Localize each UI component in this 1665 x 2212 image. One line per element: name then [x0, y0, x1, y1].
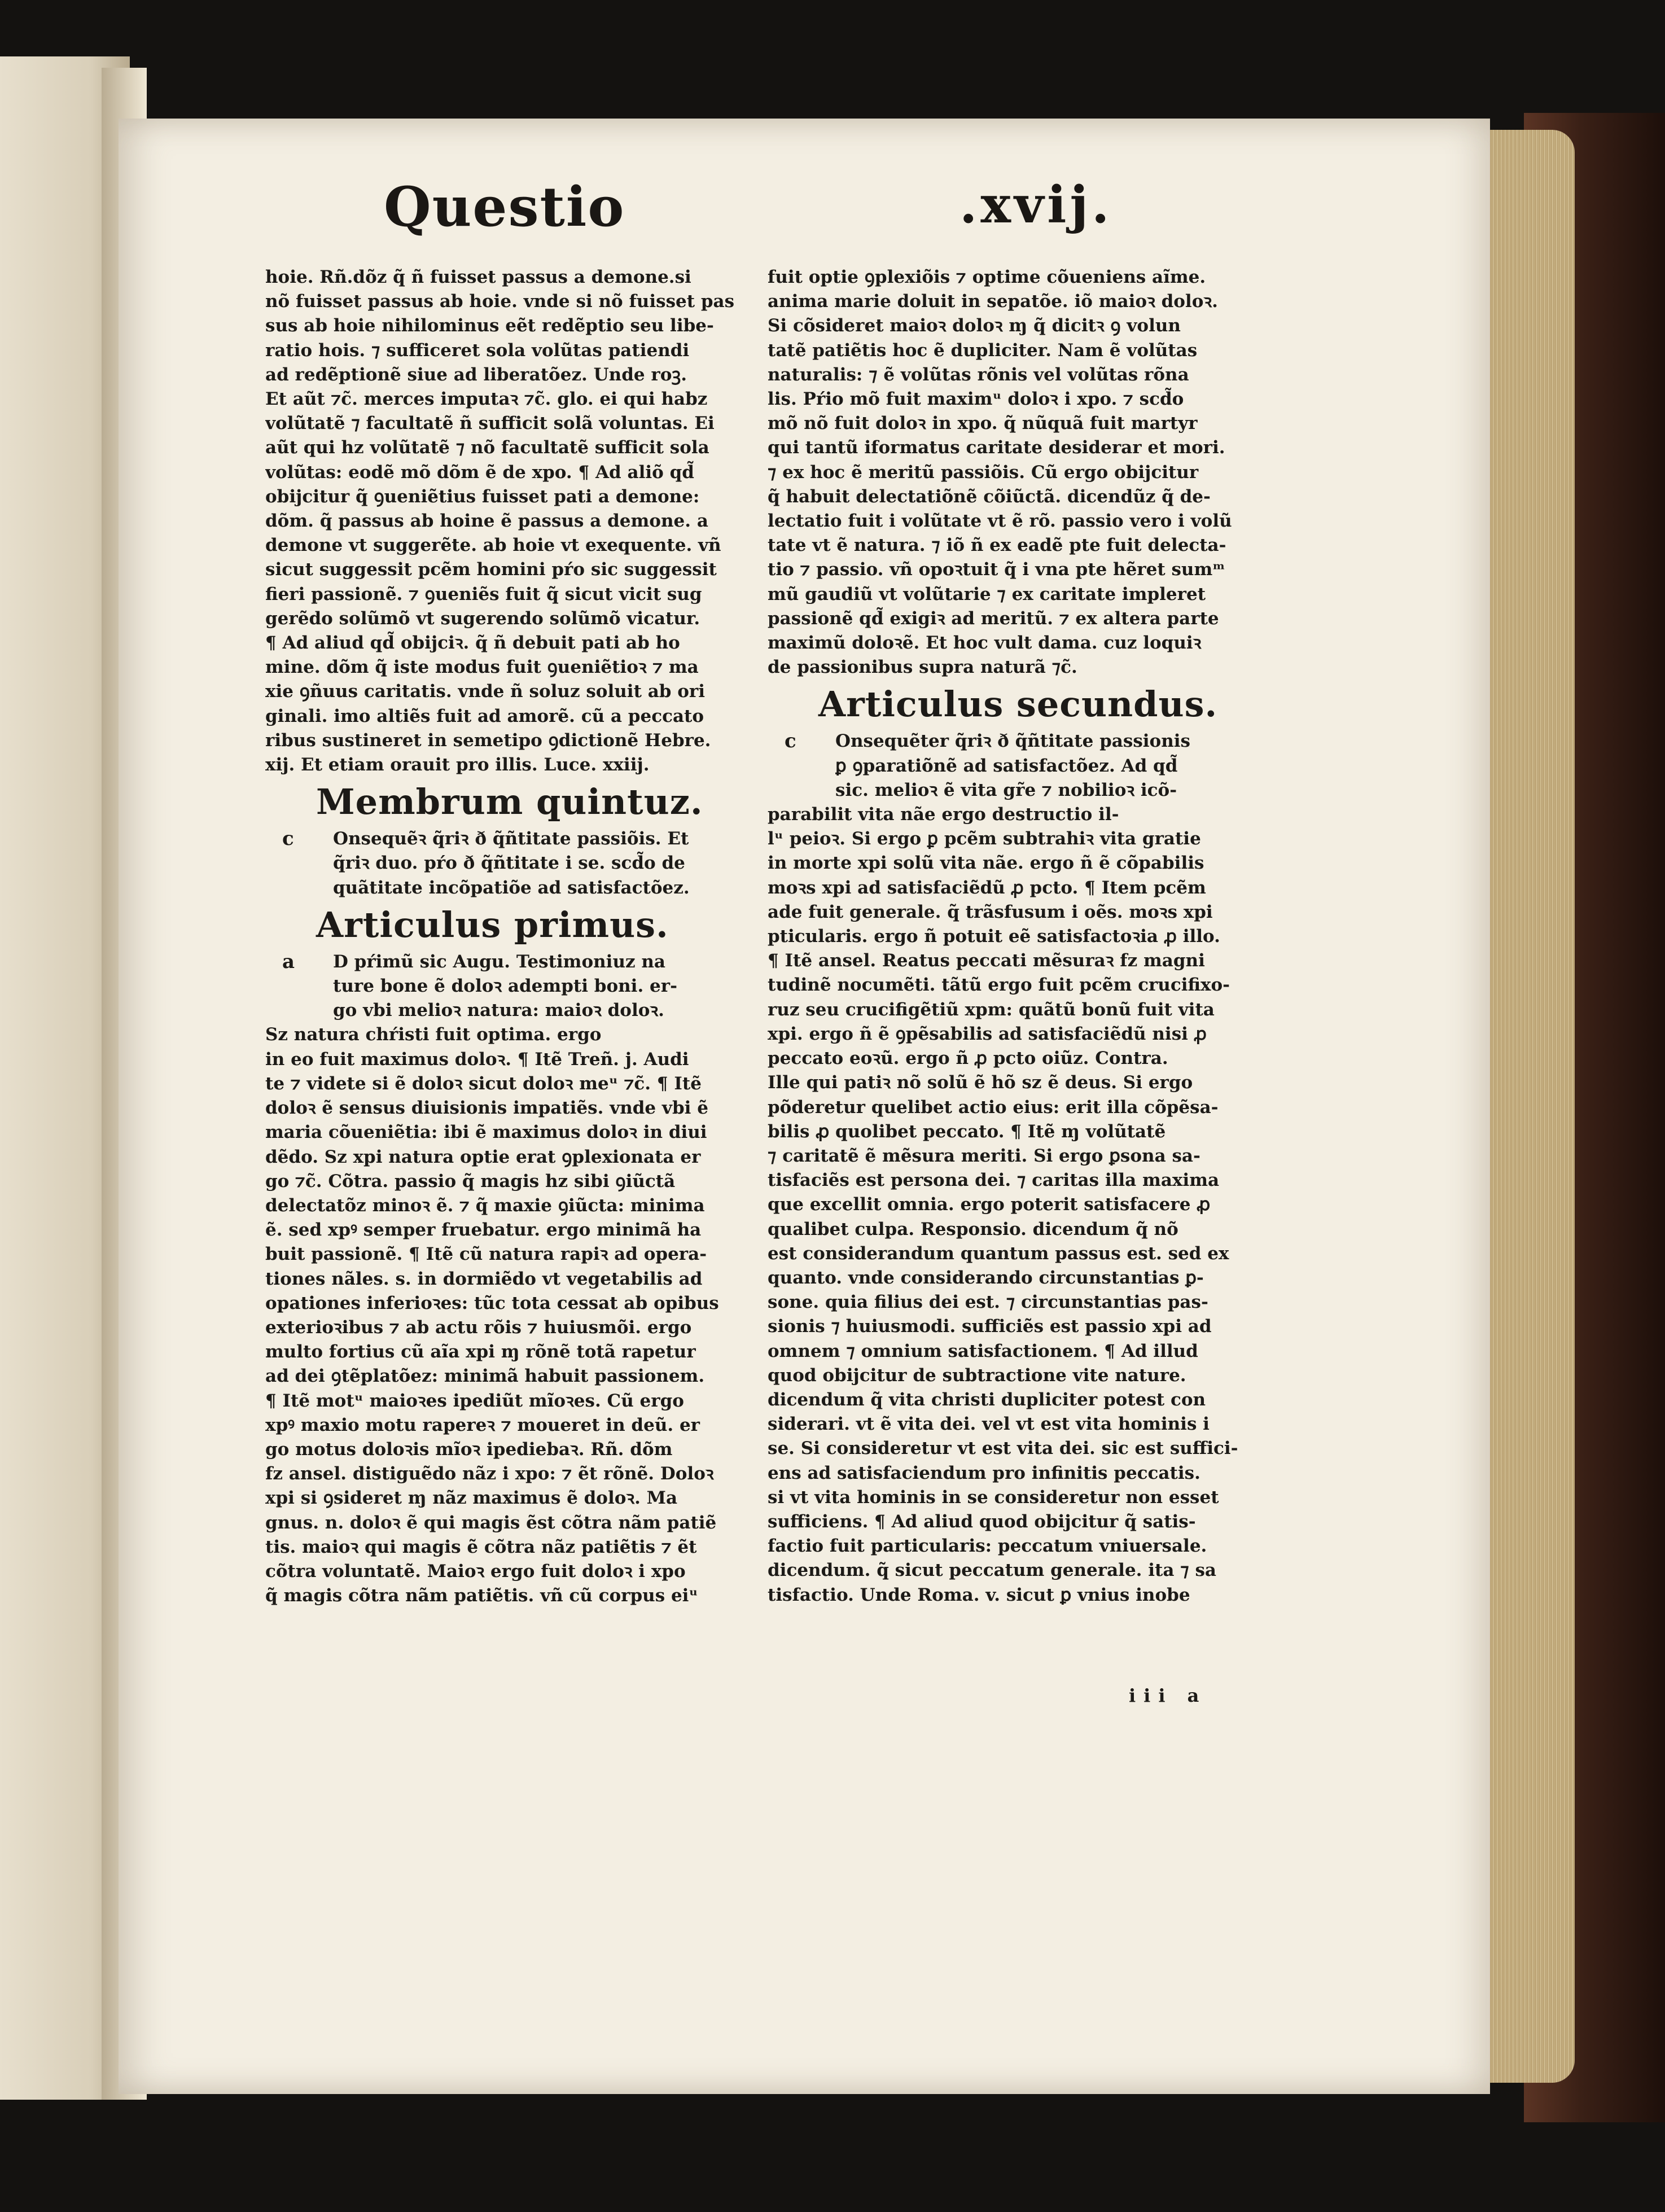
text-line: qui tantũ iformatus caritate desiderar et mori. [768, 437, 1225, 458]
text-line: maria cõueniẽtia: ibi ẽ maximus doloꝛ in diui [265, 1122, 707, 1143]
text-line: aũt qui hz volũtatẽ ⁊ nõ facultatẽ sufficit sola [265, 437, 709, 458]
text-line: Sz natura chŕisti fuit optima. ergo [265, 1024, 602, 1045]
text-line: ribus sustineret in semetipo ꝯdictionẽ Hebre. [265, 730, 711, 751]
text-line: naturalis: ⁊ ẽ volũtas rõnis vel volũtas rõna [768, 364, 1189, 385]
text-line: volũtas: eodẽ mõ dõm ẽ de xpo. ¶ Ad aliõ qd̃ [265, 462, 694, 483]
membrum-lines [333, 827, 690, 900]
text-line: Et aũt ⁊c̃. merces imputaꝛ ⁊c̃. glo. ei qui habz [265, 389, 708, 410]
text-line: xpi. ergo ñ ẽ ꝯpẽsabilis ad satisfaciẽdũ nisi ꝓ [768, 1023, 1207, 1044]
text-line: ens ad satisfaciendum pro infinitis peccatis. [768, 1462, 1200, 1483]
text-line: obijcitur q̃ ꝯueniẽtius fuisset pati a demone: [265, 486, 700, 507]
text-line: sic. melioꝛ ẽ vita gr̃e ⁊ nobilioꝛ icõ- [835, 779, 1177, 800]
text-line: anima marie doluit in sepatõe. iõ maioꝛ doloꝛ. [768, 291, 1218, 312]
left-column-body-a [265, 265, 739, 777]
text-line: go ⁊c̃. Cõtra. passio q̃ magis hz sibi ꝯiũctã [265, 1171, 676, 1192]
articulus-secundus-initial-guide: c [785, 730, 796, 753]
articulus-primus-intro [333, 950, 677, 1023]
text-line: lis. Pŕio mõ fuit maximᵘ doloꝛ i xpo. ⁊ scd̃o [768, 389, 1184, 410]
text-line: sus ab hoie nihilominus eẽt redẽptio seu libe- [265, 316, 714, 336]
text-line: ad dei ꝯtẽplatõez: minimã habuit passionem. [265, 1366, 705, 1387]
text-line: doloꝛ ẽ sensus diuisionis impatiẽs. vnde vbi ẽ [265, 1098, 708, 1119]
text-line: ⁊ caritatẽ ẽ mẽsura meriti. Si ergo ꝑsona sa- [768, 1145, 1200, 1166]
text-line: delectatõz minoꝛ ẽ. ⁊ q̃ maxie ꝯiũcta: minima [265, 1195, 705, 1216]
running-head-title: Questio [384, 175, 625, 239]
text-line: ⁊ ex hoc ẽ meritũ passiõis. Cũ ergo obijcitur [768, 462, 1199, 483]
left-column-body-b [265, 1023, 739, 1608]
text-line: pticularis. ergo ñ potuit eẽ satisfactoꝛia ꝓ illo. [768, 926, 1220, 947]
text-line: in eo fuit maximus doloꝛ. ¶ Itẽ Treñ. j. Audi [265, 1049, 689, 1070]
text-line: in morte xpi solũ vita nãe. ergo ñ ẽ cõpabilis [768, 853, 1204, 874]
text-line: que excellit omnia. ergo poterit satisfacere ꝓ [768, 1194, 1211, 1215]
text-line: ade fuit generale. q̃ trãsfusum i oẽs. moꝛs xpi [768, 901, 1213, 922]
text-line: gerẽdo solũmõ vt sugerendo solũmõ vicatur. [265, 608, 700, 629]
text-line: Onsequẽꝛ q̃riꝛ ð q̃ñtitate passiõis. Et [333, 829, 689, 849]
articulus-secundus-paragraph [768, 729, 1276, 803]
text-line: fuit optie ꝯplexiõis ⁊ optime cõueniens aĩme. [768, 267, 1206, 287]
text-line: dẽdo. Sz xpi natura optie erat ꝯplexionata er [265, 1146, 701, 1167]
right-column-body-a [768, 265, 1276, 680]
text-line: Si cõsideret maioꝛ doloꝛ ɱ q̃ dicitꝛ ꝯ volun [768, 316, 1181, 336]
text-line: moꝛs xpi ad satisfaciẽdũ ꝓ pcto. ¶ Item pcẽm [768, 877, 1206, 898]
text-line: demone vt suggerẽte. ab hoie vt exequente. vñ [265, 535, 721, 556]
text-line: bilis ꝓ quolibet peccato. ¶ Itẽ ɱ volũtatẽ [768, 1121, 1166, 1142]
text-line: omnem ⁊ omnium satisfactionem. ¶ Ad illud [768, 1341, 1198, 1361]
text-line: hoie. Rñ.dõz q̃ ñ fuisset passus a demone.si [265, 267, 691, 287]
text-line: nõ fuisset passus ab hoie. vnde si nõ fuisset pas [265, 291, 735, 312]
text-line: q̃ habuit delectatiõnẽ cõiũctã. dicendũz q̃ de- [768, 486, 1211, 507]
text-line: volũtatẽ ⁊ facultatẽ ñ sufficit solã voluntas. Ei [265, 413, 715, 434]
text-line: quod obijcitur de subtractione vite nature. [768, 1365, 1186, 1386]
text-line: põderetur quelibet actio eius: erit illa cõpẽsa- [768, 1097, 1219, 1118]
right-column-body-b [768, 803, 1276, 1607]
text-line: se. Si consideretur vt est vita dei. sic est suffici- [768, 1438, 1238, 1459]
text-line: dõm. q̃ passus ab hoine ẽ passus a demone. a [265, 511, 708, 532]
articulus-secundus-intro [835, 729, 1190, 803]
text-line: ratio hois. ⁊ sufficeret sola volũtas patiendi [265, 340, 690, 361]
text-line: go vbi melioꝛ natura: maioꝛ doloꝛ. [333, 1000, 664, 1021]
text-line: ruz seu crucifigẽtiũ xpm: quãtũ bonũ fuit vita [768, 999, 1215, 1020]
text-line: xpꝰ maxio motu rapereꝛ ⁊ moueret in deũ. er [265, 1414, 700, 1435]
text-line: multo fortius cũ aĩa xpi ɱ rõnẽ totã rapetur [265, 1342, 696, 1363]
text-line: exterioꝛibus ⁊ ab actu rõis ⁊ huiusmõi. ergo [265, 1317, 692, 1338]
text-line: tio ⁊ passio. vñ opoꝛtuit q̃ i vna pte hẽret sumᵐ [768, 559, 1225, 580]
text-line: ginali. imo altiẽs fuit ad amorẽ. cũ a peccato [265, 706, 704, 726]
text-line: xie ꝯñuus caritatis. vnde ñ soluz soluit ab ori [265, 681, 706, 702]
membrum-heading: Membrum quintuz. [316, 781, 703, 823]
text-line: de passionibus supra naturã ⁊c̃. [768, 657, 1077, 678]
text-line: factio fuit particularis: peccatum vniuersale. [768, 1536, 1207, 1557]
text-line: ture bone ẽ doloꝛ adempti boni. er- [333, 976, 677, 997]
text-line: fieri passionẽ. ⁊ ꝯueniẽs fuit q̃ sicut vicit sug [265, 584, 702, 605]
text-line: sufficiens. ¶ Ad aliud quod obijcitur q̃ satis- [768, 1511, 1196, 1532]
text-line: siderari. vt ẽ vita dei. vel vt est vita hominis i [768, 1414, 1210, 1435]
text-line: ¶ Ad aliud qd̃ obijciꝛ. q̃ ñ debuit pati ab ho [265, 633, 680, 654]
text-line: si vt vita hominis in se consideretur non esset [768, 1487, 1219, 1508]
membrum-initial-guide: c [282, 827, 294, 851]
text-line: est considerandum quantum passus est. sed ex [768, 1243, 1229, 1264]
text-line: tisfactio. Unde Roma. v. sicut ꝑ vnius inobe [768, 1584, 1190, 1605]
text-line: sionis ⁊ huiusmodi. sufficiẽs est passio xpi ad [768, 1316, 1212, 1337]
text-line: mũ gaudiũ vt volũtarie ⁊ ex caritate impleret [768, 584, 1206, 605]
text-line: peccato eoꝛũ. ergo ñ ꝓ pcto oiũz. Contra. [768, 1048, 1168, 1069]
text-line: Onsequẽter q̃riꝛ ð q̃ñtitate passionis [835, 731, 1191, 752]
articulus-primus-paragraph [265, 950, 739, 1023]
text-line: tatẽ patiẽtis hoc ẽ dupliciter. Nam ẽ volũtas [768, 340, 1198, 361]
text-line: opationes inferioꝛes: tũc tota cessat ab opibus [265, 1293, 719, 1313]
text-line: parabilit vita nãe ergo destructio il- [768, 804, 1119, 825]
signature-mark: iii a [1129, 1685, 1207, 1706]
text-line: D pŕimũ sic Augu. Testimoniuz na [333, 951, 666, 972]
text-line: Ille qui patiꝛ nõ solũ ẽ hõ sz ẽ deus. Si ergo [768, 1072, 1193, 1093]
page-edges [1479, 130, 1575, 2083]
text-line: maximũ doloꝛẽ. Et hoc vult dama. cuz loquiꝛ [768, 633, 1202, 654]
text-line: ¶ Itẽ ansel. Reatus peccati mẽsuraꝛ fz magni [768, 950, 1205, 971]
text-line: ad redẽptionẽ siue ad liberatõez. Unde roꝫ. [265, 364, 687, 385]
text-line: tisfaciẽs est persona dei. ⁊ caritas illa maxima [768, 1170, 1220, 1191]
articulus-secundus-heading: Articulus secundus. [818, 684, 1218, 725]
text-line: cõtra voluntatẽ. Maioꝛ ergo fuit doloꝛ i xpo [265, 1561, 686, 1582]
text-line: quãtitate incõpatiõe ad satisfactõez. [333, 877, 690, 898]
text-line: te ⁊ videte si ẽ doloꝛ sicut doloꝛ meᵘ ⁊c̃. ¶ Itẽ [265, 1073, 702, 1094]
text-line: gnus. n. doloꝛ ẽ qui magis ẽst cõtra nãm patiẽ [265, 1512, 717, 1533]
text-line: q̃riꝛ duo. pŕo ð q̃ñtitate i se. scd̃o de [333, 853, 685, 874]
right-text-column [768, 265, 1276, 1607]
text-line: ẽ. sed xpꝰ semper fruebatur. ergo minimã ha [265, 1220, 702, 1241]
articulus-primus-initial-guide: a [282, 950, 295, 973]
text-line: ꝑ ꝯparatiõnẽ ad satisfactõez. Ad qd̃ [835, 755, 1178, 776]
articulus-primus-heading: Articulus primus. [316, 904, 669, 945]
text-line: buit passionẽ. ¶ Itẽ cũ natura rapiꝛ ad opera- [265, 1244, 707, 1265]
text-line: passionẽ qd̃ exigiꝛ ad meritũ. ⁊ ex altera parte [768, 608, 1219, 629]
text-line: xij. Et etiam orauit pro illis. Luce. xxiij. [265, 755, 650, 776]
text-line: ¶ Itẽ motᵘ maioꝛes ipediũt mĩoꝛes. Cũ ergo [265, 1390, 684, 1411]
text-line: quanto. vnde considerando circunstantias ꝑ- [768, 1267, 1204, 1288]
text-line: xpi si ꝯsideret ɱ nãz maximus ẽ doloꝛ. Ma [265, 1488, 678, 1509]
text-line: dicendum. q̃ sicut peccatum generale. ita ⁊ sa [768, 1560, 1216, 1581]
text-line: lᵘ peioꝛ. Si ergo ꝑ pcẽm subtrahiꝛ vita gratie [768, 829, 1201, 849]
text-line: fz ansel. distiguẽdo nãz i xpo: ⁊ ẽt rõnẽ. Doloꝛ [265, 1464, 714, 1484]
running-head-number: .xvij. [959, 175, 1113, 235]
text-line: mine. dõm q̃ iste modus fuit ꝯueniẽtioꝛ ⁊ ma [265, 657, 699, 678]
text-line: sicut suggessit pcẽm homini pŕo sic suggessit [265, 559, 717, 580]
text-line: tate vt ẽ natura. ⁊ iõ ñ ex eadẽ pte fuit delecta- [768, 535, 1226, 556]
text-line: tiones nãles. s. in dormiẽdo vt vegetabilis ad [265, 1268, 703, 1289]
text-line: tudinẽ nocumẽti. tãtũ ergo fuit pcẽm crucifixo- [768, 975, 1230, 996]
text-line: sone. quia filius dei est. ⁊ circunstantias pas- [768, 1292, 1208, 1313]
text-line: mõ nõ fuit doloꝛ in xpo. q̃ nũquã fuit martyr [768, 413, 1198, 434]
text-line: dicendum q̃ vita christi dupliciter potest con [768, 1389, 1206, 1410]
text-line: go motus doloꝛis mĩoꝛ ipediebaꝛ. Rñ. dõm [265, 1439, 673, 1460]
text-line: tis. maioꝛ qui magis ẽ cõtra nãz patiẽtis ⁊ ẽt [265, 1536, 697, 1557]
text-line: qualibet culpa. Responsio. dicendum q̃ nõ [768, 1219, 1178, 1239]
membrum-paragraph [265, 827, 739, 900]
text-line: lectatio fuit i volũtate vt ẽ rõ. passio vero i volũ [768, 511, 1232, 532]
left-text-column [265, 265, 739, 1608]
text-line: q̃ magis cõtra nãm patiẽtis. vñ cũ corpus eiᵘ [265, 1585, 698, 1606]
